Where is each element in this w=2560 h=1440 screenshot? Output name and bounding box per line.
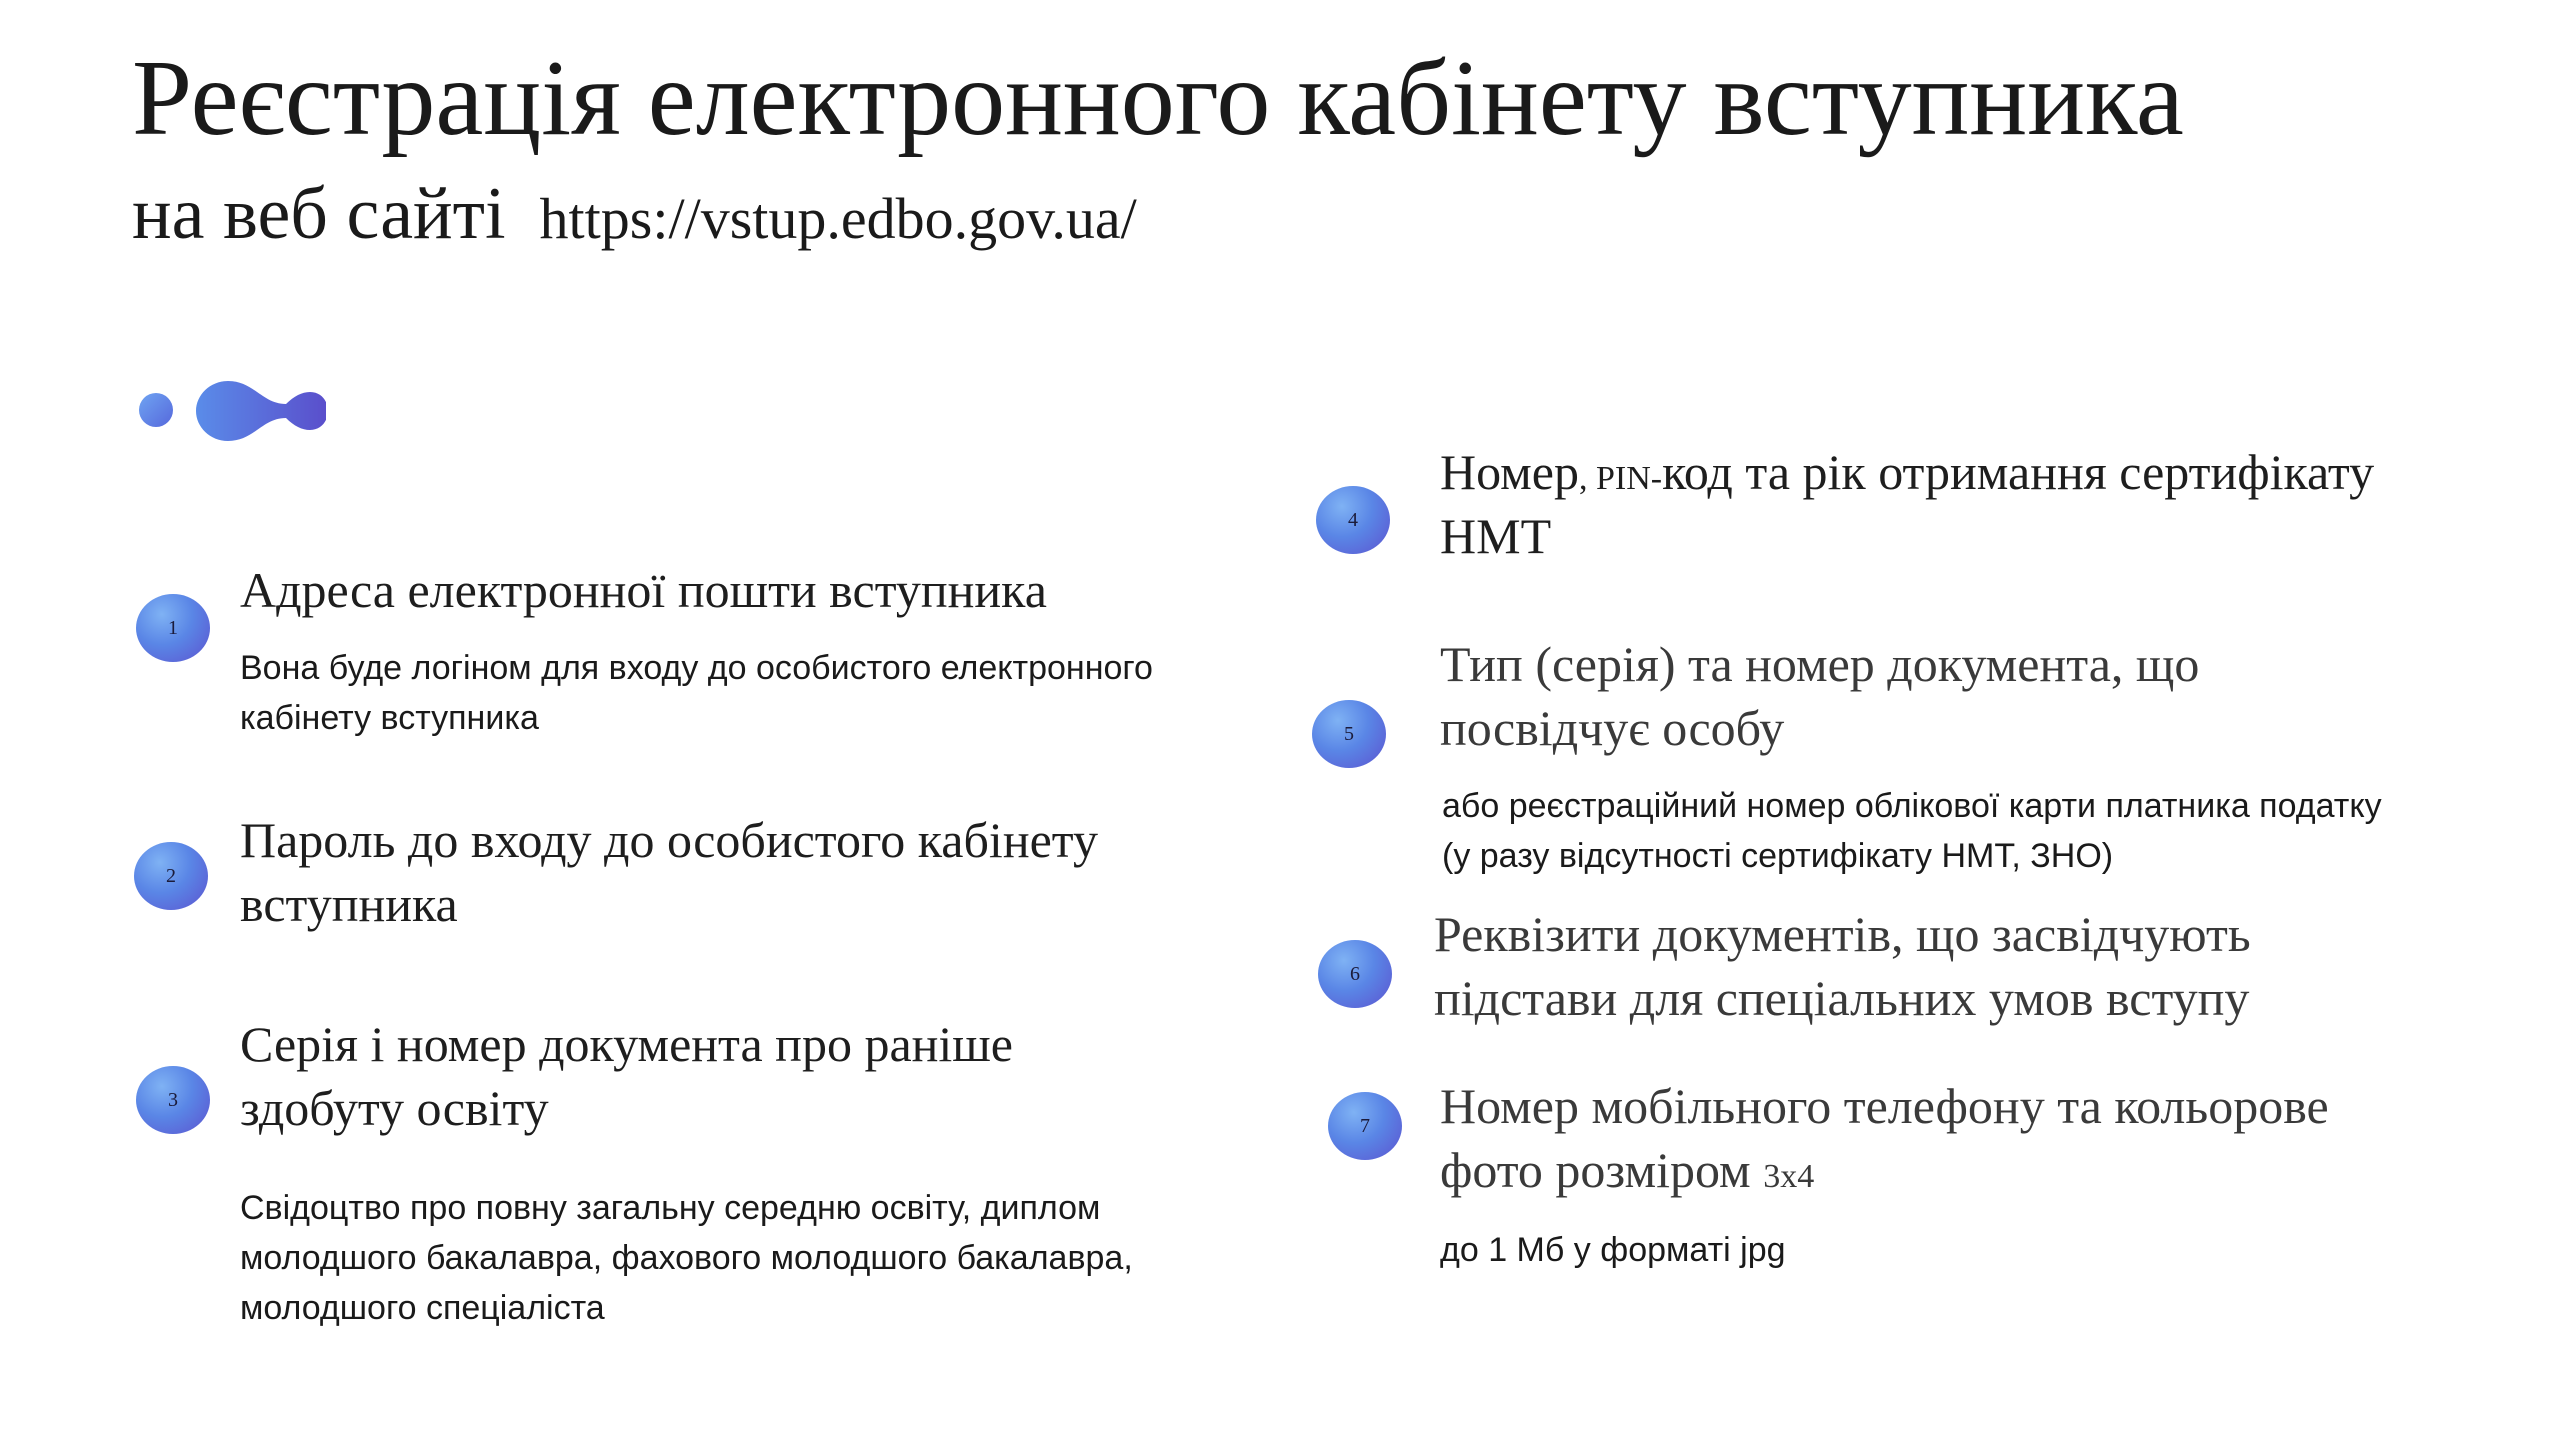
step-number-badge: 7 [1328,1092,1402,1160]
item-description: молодшого бакалавра, фахового молодшого бакалавра, [240,1239,1133,1277]
item-title: Номер мобільного телефону та кольорове [1440,1078,2329,1134]
step-number-badge: 5 [1312,700,1386,768]
step-number-badge: 1 [136,594,210,662]
item-description: або реєстраційний номер облікової карти платника податку [1442,787,2382,825]
item-description: молодшого спеціаліста [240,1289,605,1327]
item-description: Вона буде логіном для входу до особистого електронного [240,649,1153,687]
item-title: НМТ [1440,508,1552,564]
item-description: кабінету вступника [240,699,539,737]
item-title-part: код та рік отримання сертифікату [1662,444,2375,500]
item-description: (у разу відсутності сертифікату НМТ, ЗНО) [1442,837,2114,875]
item-title: Адреса електронної пошти вступника [240,562,1047,618]
item-description: Свідоцтво про повну загальну середню освіту, диплом [240,1189,1101,1227]
item-title: вступника [240,876,458,932]
page-title: Реєстрація електронного кабінету вступника [132,39,2184,158]
item-title: Серія і номер документа про раніше [240,1016,1013,1072]
item-title: здобуту освіту [240,1080,549,1136]
item-title: Реквізити документів, що засвідчують [1434,906,2251,962]
item-title-part: 3x4 [1763,1158,1815,1195]
step-number-badge: 4 [1316,486,1390,554]
step-number-badge: 2 [134,842,208,910]
item-title: Тип (серія) та номер документа, що [1440,636,2200,692]
item-title-part: Номер [1440,444,1579,500]
item-title-part: , PIN- [1579,460,1663,497]
item-title: Пароль до входу до особистого кабінету [240,812,1098,868]
subtitle-lead: на веб сайті [132,173,506,255]
item-title-part: фото розміром [1440,1142,1764,1198]
page-subtitle [132,170,1137,259]
step-number-badge: 6 [1318,940,1392,1008]
item-title: підстави для спеціальних умов вступу [1434,970,2250,1026]
item-title [1440,1138,1814,1209]
item-title [1440,440,2374,511]
item-title: посвідчує особу [1440,700,1785,756]
subtitle-url: https://vstup.edbo.gov.ua/ [539,186,1137,251]
item-description: до 1 Мб у форматі jpg [1440,1231,1786,1269]
decorative-blobs-icon [136,378,326,444]
step-number-badge: 3 [136,1066,210,1134]
